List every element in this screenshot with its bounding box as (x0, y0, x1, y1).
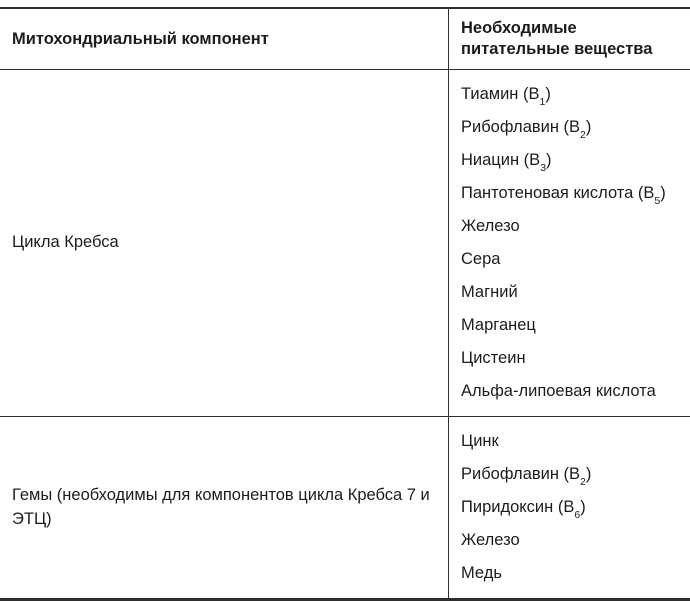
nutrient-item: Рибофлавин $(В_2)$ (461, 118, 592, 142)
header-label-component: Митохондриальный компонент (12, 29, 269, 48)
header-cell-component (0, 9, 449, 69)
nutrients-cell (449, 70, 690, 416)
component-label: Цикла Кребса (12, 233, 119, 252)
header-label-nutrients: Необходимые питательные вещества (461, 19, 653, 58)
component-cell (0, 70, 449, 416)
table-row (0, 70, 690, 417)
nutrients-cell (449, 417, 690, 598)
table-header-row (0, 9, 690, 70)
vitamin-subscript: 1 (539, 96, 546, 109)
component-label: Гемы (необходимы для компонентов цикла Кребса 7 и ЭТЦ) (12, 485, 430, 528)
vitamin-subscript: 6 (574, 509, 581, 522)
nutrient-item: Медь (461, 564, 502, 582)
nutrient-item: Пиридоксин $(В_6)$ (461, 498, 586, 522)
nutrient-item: Цинк (461, 432, 499, 450)
nutrient-item: Тиамин $(В_1)$ (461, 85, 551, 109)
vitamin-subscript: 5 (654, 195, 661, 208)
nutrient-item: Альфа-липоевая кислота (461, 382, 656, 400)
nutrients-table (0, 7, 690, 601)
header-cell-nutrients (449, 9, 690, 69)
nutrient-item: Сера (461, 250, 501, 268)
nutrient-item: Железо (461, 217, 520, 235)
nutrient-item: Пантотеновая кислота $(В_5)$ (461, 184, 666, 208)
table-body (0, 70, 690, 598)
nutrient-item: Ниацин $(В_3)$ (461, 151, 552, 175)
nutrient-item: Железо (461, 531, 520, 549)
vitamin-subscript: 2 (580, 129, 586, 142)
nutrient-item: Магний (461, 283, 518, 301)
nutrient-item: Рибофлавин $(В_2)$ (461, 465, 592, 489)
nutrient-item: Цистеин (461, 349, 526, 367)
nutrient-item: Марганец (461, 316, 536, 334)
vitamin-subscript: 3 (540, 162, 547, 175)
table-row (0, 417, 690, 598)
component-cell (0, 417, 449, 598)
vitamin-subscript: 2 (580, 476, 586, 489)
